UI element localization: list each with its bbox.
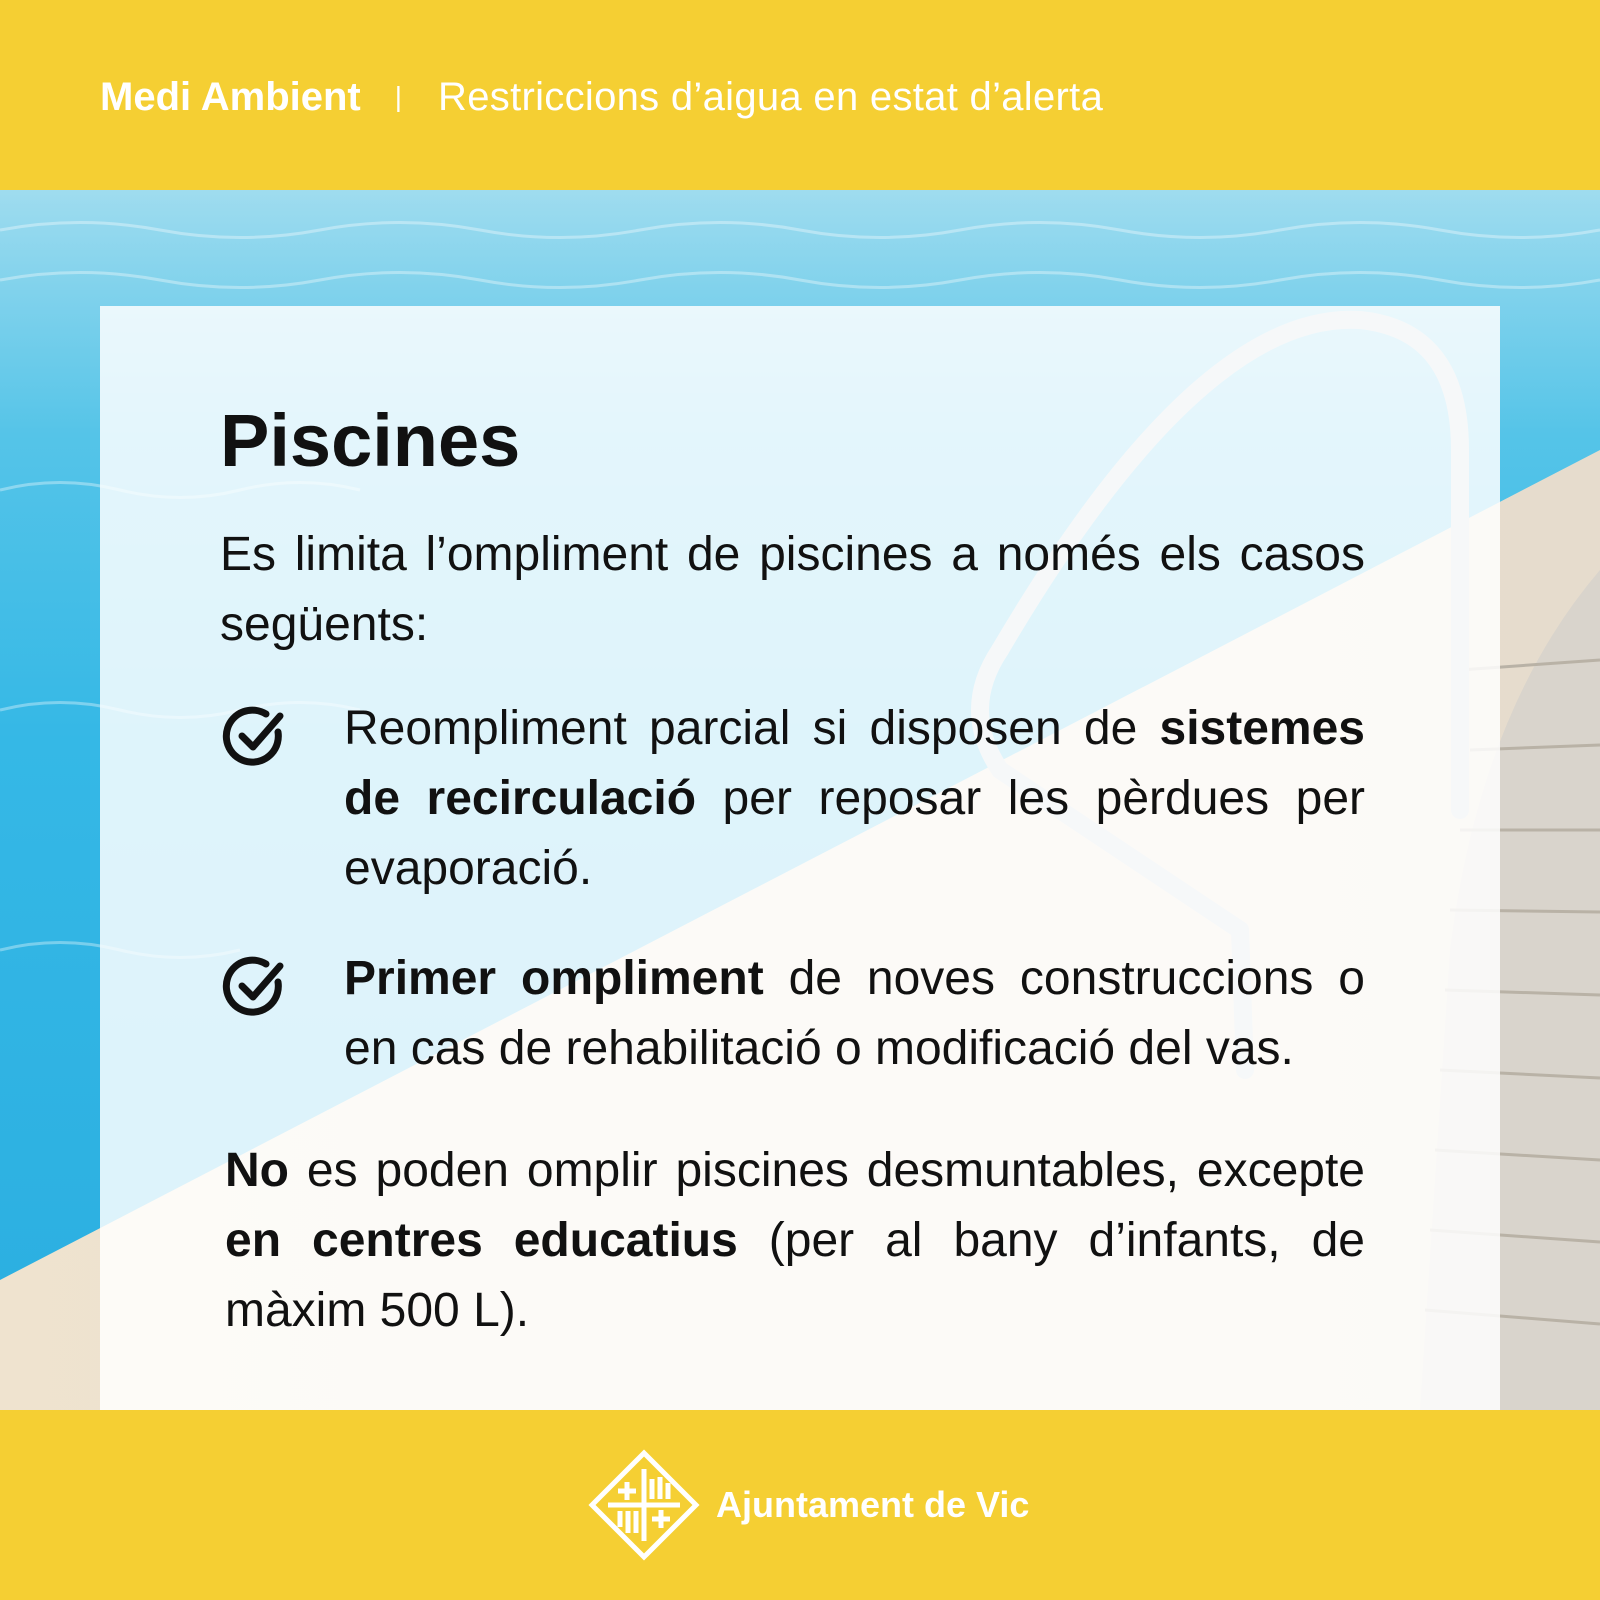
item-text-part: Reompliment parcial si disposen de <box>344 702 1160 755</box>
list-item <box>220 694 1365 904</box>
note-text <box>225 1136 1365 1346</box>
header-section: Medi Ambient <box>100 74 361 119</box>
intro-text: Es limita l’ompliment de piscines a només els casos següents: <box>220 528 1365 651</box>
item-text-bold: Primer ompliment <box>344 952 764 1005</box>
item-text-part: per reposar les pèrdues per evaporació. <box>344 772 1365 895</box>
note-bold-centres: en centres educatius <box>225 1214 738 1267</box>
note-bold-no: No <box>225 1144 289 1197</box>
header-subtitle: Restriccions d’aigua en estat d’alerta <box>438 74 1104 119</box>
item-text <box>344 944 1365 1084</box>
page-title: Piscines <box>220 399 521 482</box>
list-item <box>220 944 1365 1084</box>
vic-coat-of-arms-icon <box>588 1449 700 1561</box>
header-bar <box>0 0 1600 190</box>
item-text-part: de noves construccions o en cas de rehabilitació o modificació del vas. <box>344 952 1366 1075</box>
brand-name: Ajuntament de Vic <box>716 1484 1030 1525</box>
item-text <box>344 694 1365 904</box>
check-circle-icon <box>220 702 290 772</box>
item-text-bold: sistemes de recirculació <box>344 702 1365 825</box>
header-title-line <box>100 72 1103 122</box>
footer-bar <box>0 1410 1600 1600</box>
note-part: (per al bany d’infants, de màxim 500 L). <box>225 1214 1365 1337</box>
brand-logo <box>588 1446 1029 1564</box>
note-part: es poden omplir piscines desmuntables, excepte <box>288 1144 1365 1197</box>
header-separator: | <box>394 81 403 112</box>
check-circle-icon <box>220 952 290 1022</box>
